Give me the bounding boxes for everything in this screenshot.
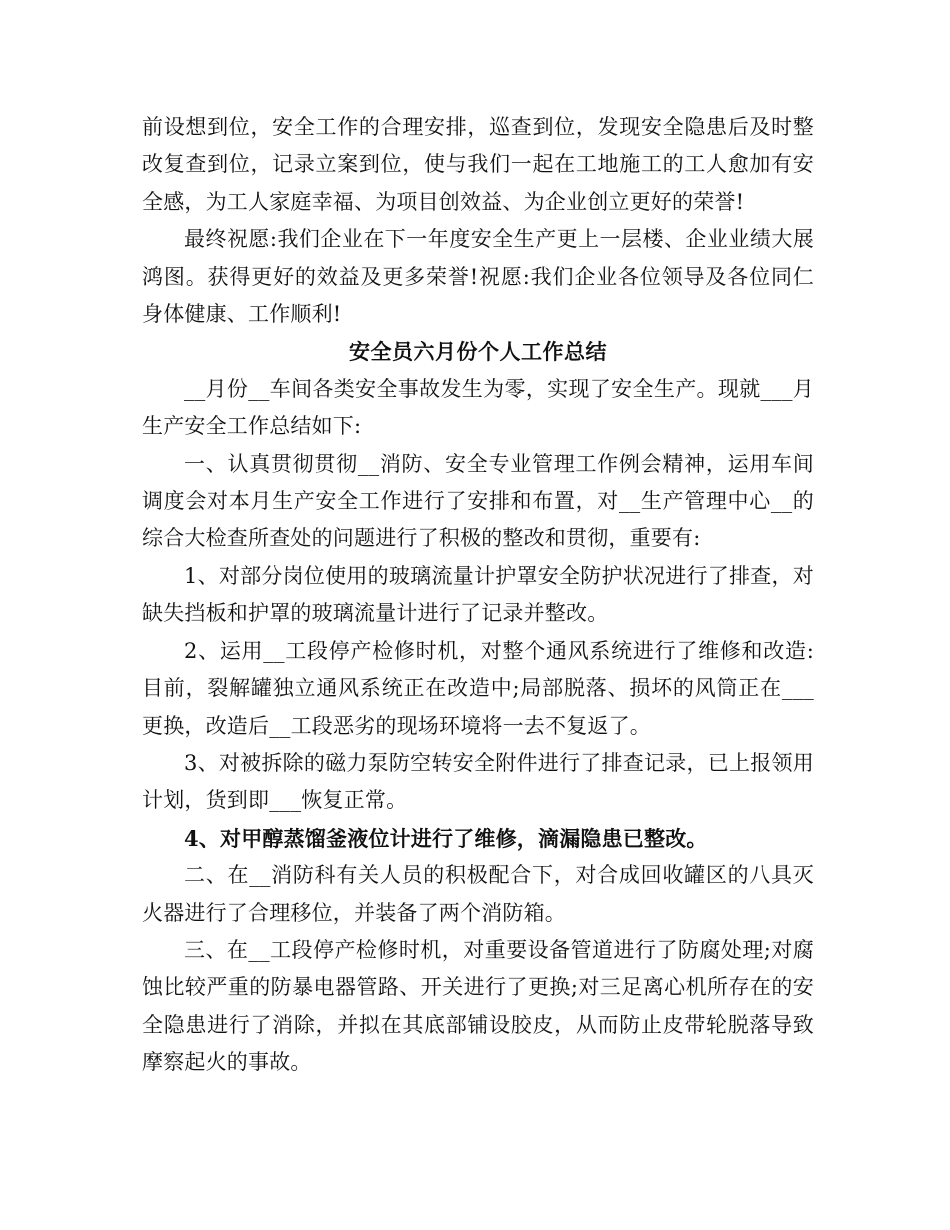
item-3-paragraph: 3、对被拆除的磁力泵防空转安全附件进行了排查记录，已上报领用计划，货到即___恢复正常。	[142, 750, 814, 813]
item-4-paragraph: 4、对甲醇蒸馏釜液位计进行了维修，滴漏隐患已整改。	[184, 825, 708, 851]
section-1-paragraph: 一、认真贯彻贯彻__消防、安全专业管理工作例会精神，运用车间调度会对本月生产安全工作进行了安排和布置，对__生产管理中心__的综合大检查所查处的问题进行了积极的整改和贯彻，重要有:	[142, 451, 814, 551]
document-page	[142, 109, 814, 1082]
document-title: 安全员六月份个人工作总结	[349, 339, 607, 365]
section-3-paragraph: 三、在__工段停产检修时机，对重要设备管道进行了防腐处理;对腐蚀比较严重的防暴电器管路、开关进行了更换;对三足离心机所存在的安全隐患进行了消除，并拟在其底部铺设胶皮，从而防止皮带轮脱落导致摩察起火的事故。	[142, 937, 814, 1075]
item-1-paragraph: 1、对部分岗位使用的玻璃流量计护罩安全防护状况进行了排查，对缺失挡板和护罩的玻璃流量计进行了记录并整改。	[142, 563, 814, 626]
item-2-paragraph: 2、运用__工段停产检修时机，对整个通风系统进行了维修和改造:目前，裂解罐独立通风系统正在改造中;局部脱落、损坏的风筒正在___更换，改造后__工段恶劣的现场环境将一去不复返了。	[142, 638, 814, 738]
continuation-paragraph: 前设想到位，安全工作的合理安排，巡查到位，发现安全隐患后及时整改复查到位，记录立案到位，使与我们一起在工地施工的工人愈加有安全感，为工人家庭幸福、为项目创效益、为企业创立更好的荣誉!	[142, 115, 814, 214]
intro-paragraph: __月份__车间各类安全事故发生为零，实现了安全生产。现就___月生产安全工作总结如下:	[142, 376, 814, 439]
wish-paragraph: 最终祝愿:我们企业在下一年度安全生产更上一层楼、企业业绩大展鸿图。获得更好的效益及更多荣誉!祝愿:我们企业各位领导及各位同仁身体健康、工作顺利!	[142, 227, 814, 327]
section-2-paragraph: 二、在__消防科有关人员的积极配合下，对合成回收罐区的八具灭火器进行了合理移位，并装备了两个消防箱。	[142, 863, 814, 925]
